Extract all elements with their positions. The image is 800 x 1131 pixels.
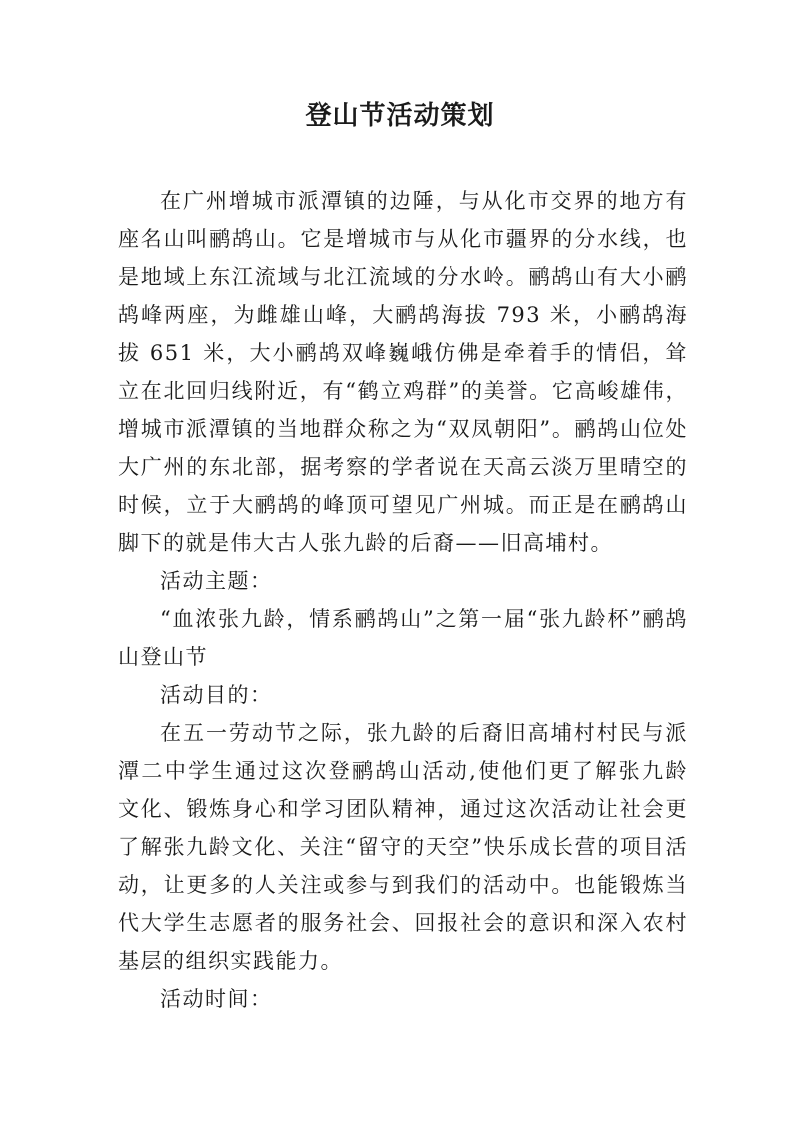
document-body bbox=[118, 182, 688, 1018]
document-title: 登山节活动策划 bbox=[305, 101, 495, 131]
paragraph-purpose: 在五一劳动节之际，张九龄的后裔旧高埔村村民与派潭二中学生通过这次登鹂鸪山活动,使他们更了解张九龄文化、锻炼身心和学习团队精神，通过这次活动让社会更了解张九龄文化、关注“留守的天空”快乐成长营的项目活动，让更多的人关注或参与到我们的活动中。也能锻炼当代大学生志愿者的服务社会、回报社会的意识和深入农村基层的组织实践能力。 bbox=[118, 721, 688, 973]
paragraph-theme: “血浓张九龄，情系鹂鸪山”之第一届“张九龄杯”鹂鸪山登山节 bbox=[118, 607, 688, 669]
paragraph-intro: 在广州增城市派潭镇的边陲，与从化市交界的地方有座名山叫鹂鸪山。它是增城市与从化市疆界的分水线，也是地域上东江流域与北江流域的分水岭。鹂鸪山有大小鹂鸪峰两座，为雌雄山峰，大鹂鸪海拔 793 米，小鹂鸪海拔 651 米，大小鹂鸪双峰巍峨仿佛是牵着手的情侣，耸立在北回归线附近，有“鹤立鸡群”的美誉。它高峻雄伟，增城市派潭镇的当地群众称之为“双凤朝阳”。鹂鸪山位处大广州的东北部，据考察的学者说在天高云淡万里晴空的时候，立于大鹂鸪的峰顶可望见广州城。而正是在鹂鸪山脚下的就是伟大古人张九龄的后裔——旧高埔村。 bbox=[118, 189, 688, 555]
heading-time: 活动时间： bbox=[160, 987, 273, 1011]
heading-theme: 活动主题： bbox=[160, 569, 273, 593]
heading-purpose: 活动目的： bbox=[160, 683, 273, 707]
